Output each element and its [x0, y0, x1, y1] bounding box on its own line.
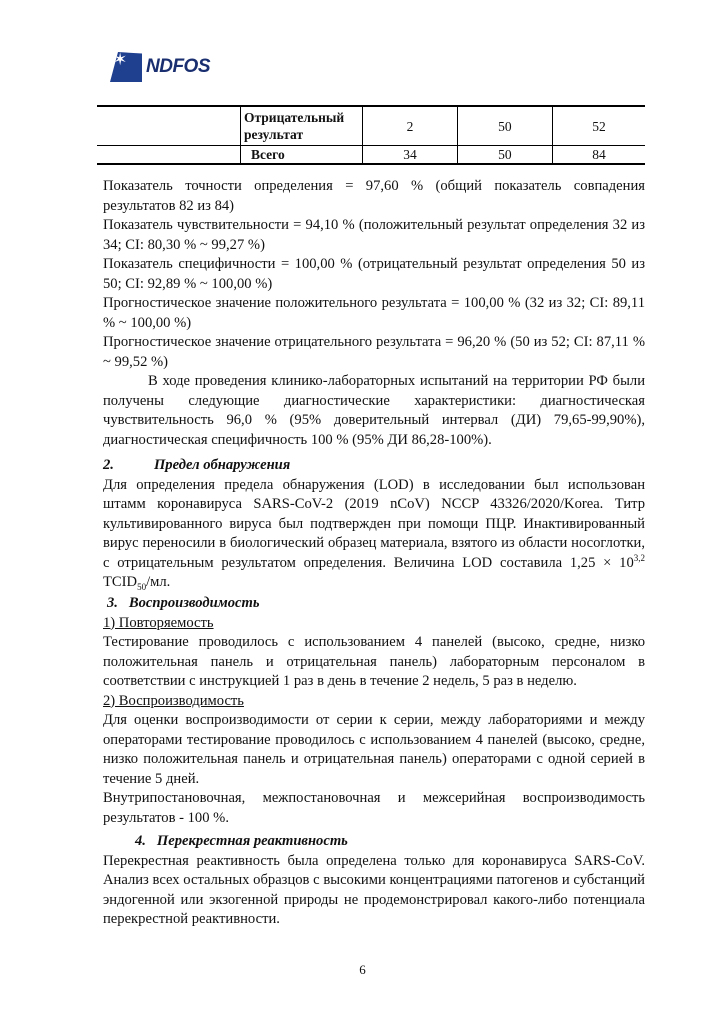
section-title: Воспроизводимость — [128, 595, 260, 611]
row-label: Всего — [241, 146, 363, 165]
reproducibility-text: Для оценки воспроизводимости от серии к серии, между лабораториями и между операторами тестирование проводилось с использованием 4 панелей (высоко, средне, низко положительная панель и отрицательная панель) операторами с одной серией в течение 5 дней. — [103, 712, 645, 787]
section-heading — [103, 594, 645, 614]
section-reproducibility — [103, 594, 645, 828]
company-logo — [110, 52, 210, 82]
table-cell: 50 — [457, 146, 552, 165]
lod-unit-tail: /мл. — [146, 574, 171, 590]
section-number: 3. — [107, 595, 118, 611]
ppv-text: Прогностическое значение положительного результата = 100,00 % (32 из 32; CI: 89,11 % ~ 100,00 %) — [103, 295, 645, 331]
repeatability-text: Тестирование проводилось с использованием 4 панелей (высоко, средне, низко положительная панель и отрицательная панель) лабораторным персоналом в соответствии с инструкцией 1 раз в день в течение 2 недель, 5 раз в неделю. — [103, 634, 645, 689]
section-cross-reactivity — [103, 832, 645, 930]
logo-text: NDFOS — [146, 56, 210, 77]
page-number: 6 — [359, 962, 366, 977]
row-label: Отрицательный результат — [241, 106, 363, 146]
table-row — [97, 106, 645, 146]
accuracy-text: Показатель точности определения = 97,60 % (общий показатель совпадения результатов 82 из 84) — [103, 178, 645, 214]
lod-exponent: 3,2 — [633, 552, 645, 563]
section-title: Предел обнаружения — [153, 457, 291, 473]
reproducibility-result-text: Внутрипостановочная, межпостановочная и межсерийная воспроизводимость результатов - 100 %. — [103, 790, 645, 826]
subsection-heading: 1) Повторяемость — [103, 614, 214, 631]
section-lod — [103, 456, 645, 593]
specificity-text: Показатель специфичности = 100,00 % (отрицательный результат определения 50 из 50; CI: 92,89 % ~ 100,00 %) — [103, 256, 645, 292]
lod-unit-subscript: 50 — [137, 581, 147, 592]
lod-body: Для определения предела обнаружения (LOD) в исследовании был использован штамм коронавируса SARS-CoV-2 (2019 nCoV) NCCP 43326/2020/Korea. Титр культивированного вируса был подтвержден при помощи ПЦР. Инактивированный вирус переносили в биологический образец материала, взятого из области носоглотки, с отрицательным результатом определения. Величина LOD составила 1,25 × 10 — [103, 476, 645, 571]
table-cell: 2 — [363, 106, 458, 146]
cross-reactivity-text: Перекрестная реактивность была определена только для коронавируса SARS-CoV. Анализ всех остальных образцов с высокими концентрациями патогенов и субстанций эндогенной или экзогенной природы не продемонстрировал какого-либо потенциала перекрестной реактивности. — [103, 852, 645, 927]
sensitivity-text: Показатель чувствительности = 94,10 % (положительный результат определения 32 из 34; CI: 80,30 % ~ 99,27 %) — [103, 217, 645, 253]
lod-unit: TCID — [103, 574, 138, 590]
table-cell-empty — [97, 146, 241, 165]
section-title: Перекрестная реактивность — [156, 833, 348, 849]
clinical-trials-text: В ходе проведения клинико-лабораторных испытаний на территории РФ были получены следующие диагностические характеристики: диагностическая чувствительность 96,0 % (95% доверительный интервал (ДИ) 79,65-99,90%), диагностическая специфичность 100 % (95% ДИ 86,28-100%). — [103, 373, 645, 448]
statistics-block — [103, 177, 645, 450]
section-number: 4. — [135, 833, 146, 849]
table-cell: 50 — [457, 106, 552, 146]
table-row — [97, 146, 645, 165]
logo-star-icon — [110, 52, 142, 82]
section-heading — [103, 832, 645, 852]
table-cell-empty — [97, 106, 241, 146]
table-cell: 52 — [552, 106, 645, 146]
table-cell: 34 — [363, 146, 458, 165]
npv-text: Прогностическое значение отрицательного результата = 96,20 % (50 из 52; CI: 87,11 % ~ 99,52 %) — [103, 334, 645, 370]
table-cell: 84 — [552, 146, 645, 165]
subsection-heading: 2) Воспроизводимость — [103, 692, 244, 709]
lod-text — [103, 476, 645, 593]
section-number: 2. — [103, 457, 114, 473]
results-table — [97, 105, 645, 165]
section-heading — [103, 456, 645, 476]
